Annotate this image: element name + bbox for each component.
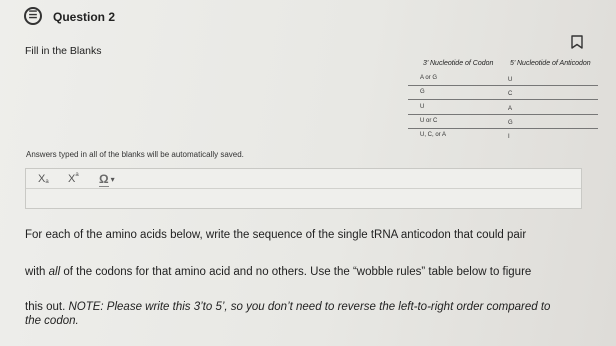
editor-toolbar xyxy=(26,169,581,189)
codon-cell: U, C, or A xyxy=(420,132,447,138)
table-row xyxy=(408,103,598,115)
anticodon-cell: I xyxy=(508,134,510,140)
instruction-line: with all of the codons for that amino acid and no others. Use the “wobble rules” table below to figure xyxy=(25,266,532,278)
subscript-label: X xyxy=(38,173,46,185)
bookmark-icon[interactable] xyxy=(571,35,583,49)
autosave-notice: Answers typed in all of the blanks will be automatically saved. xyxy=(26,150,244,159)
answer-editor[interactable] xyxy=(25,168,582,209)
anticodon-cell: C xyxy=(508,91,513,97)
superscript-button[interactable] xyxy=(68,172,79,186)
anticodon-cell: U xyxy=(508,77,513,83)
table-header-anticodon: 5’ Nucleotide of Anticodon xyxy=(510,60,591,67)
table-row xyxy=(408,131,598,143)
instruction-line: For each of the amino acids below, write the sequence of the single tRNA anticodon that could pair xyxy=(25,229,527,241)
subscript-button[interactable] xyxy=(38,172,49,186)
omega-icon: Ω xyxy=(99,171,109,186)
codon-cell: U or C xyxy=(420,118,438,124)
subscript-mark: a xyxy=(45,179,49,185)
question-type-label: Fill in the Blanks xyxy=(25,45,102,57)
codon-cell: G xyxy=(420,89,425,95)
table-row xyxy=(408,88,598,100)
question-title: Question 2 xyxy=(53,10,116,24)
codon-cell: U xyxy=(420,104,425,110)
anticodon-cell: G xyxy=(508,120,513,126)
question-list-icon[interactable]: ☰ xyxy=(24,7,42,25)
special-characters-button[interactable] xyxy=(99,172,115,186)
superscript-mark: a xyxy=(75,172,79,178)
table-header-codon: 3’ Nucleotide of Codon xyxy=(423,60,494,67)
codon-cell: A or G xyxy=(420,75,438,81)
anticodon-cell: A xyxy=(508,106,513,112)
table-row xyxy=(408,74,598,86)
table-row xyxy=(408,117,598,129)
instruction-line: this out. NOTE: Please write this 3’to 5’, so you don’t need to reverse the left-to-right order compared to xyxy=(25,301,551,313)
superscript-label: X xyxy=(68,173,76,185)
instruction-line: the codon. xyxy=(25,315,79,327)
chevron-down-icon: ▾ xyxy=(110,174,115,184)
